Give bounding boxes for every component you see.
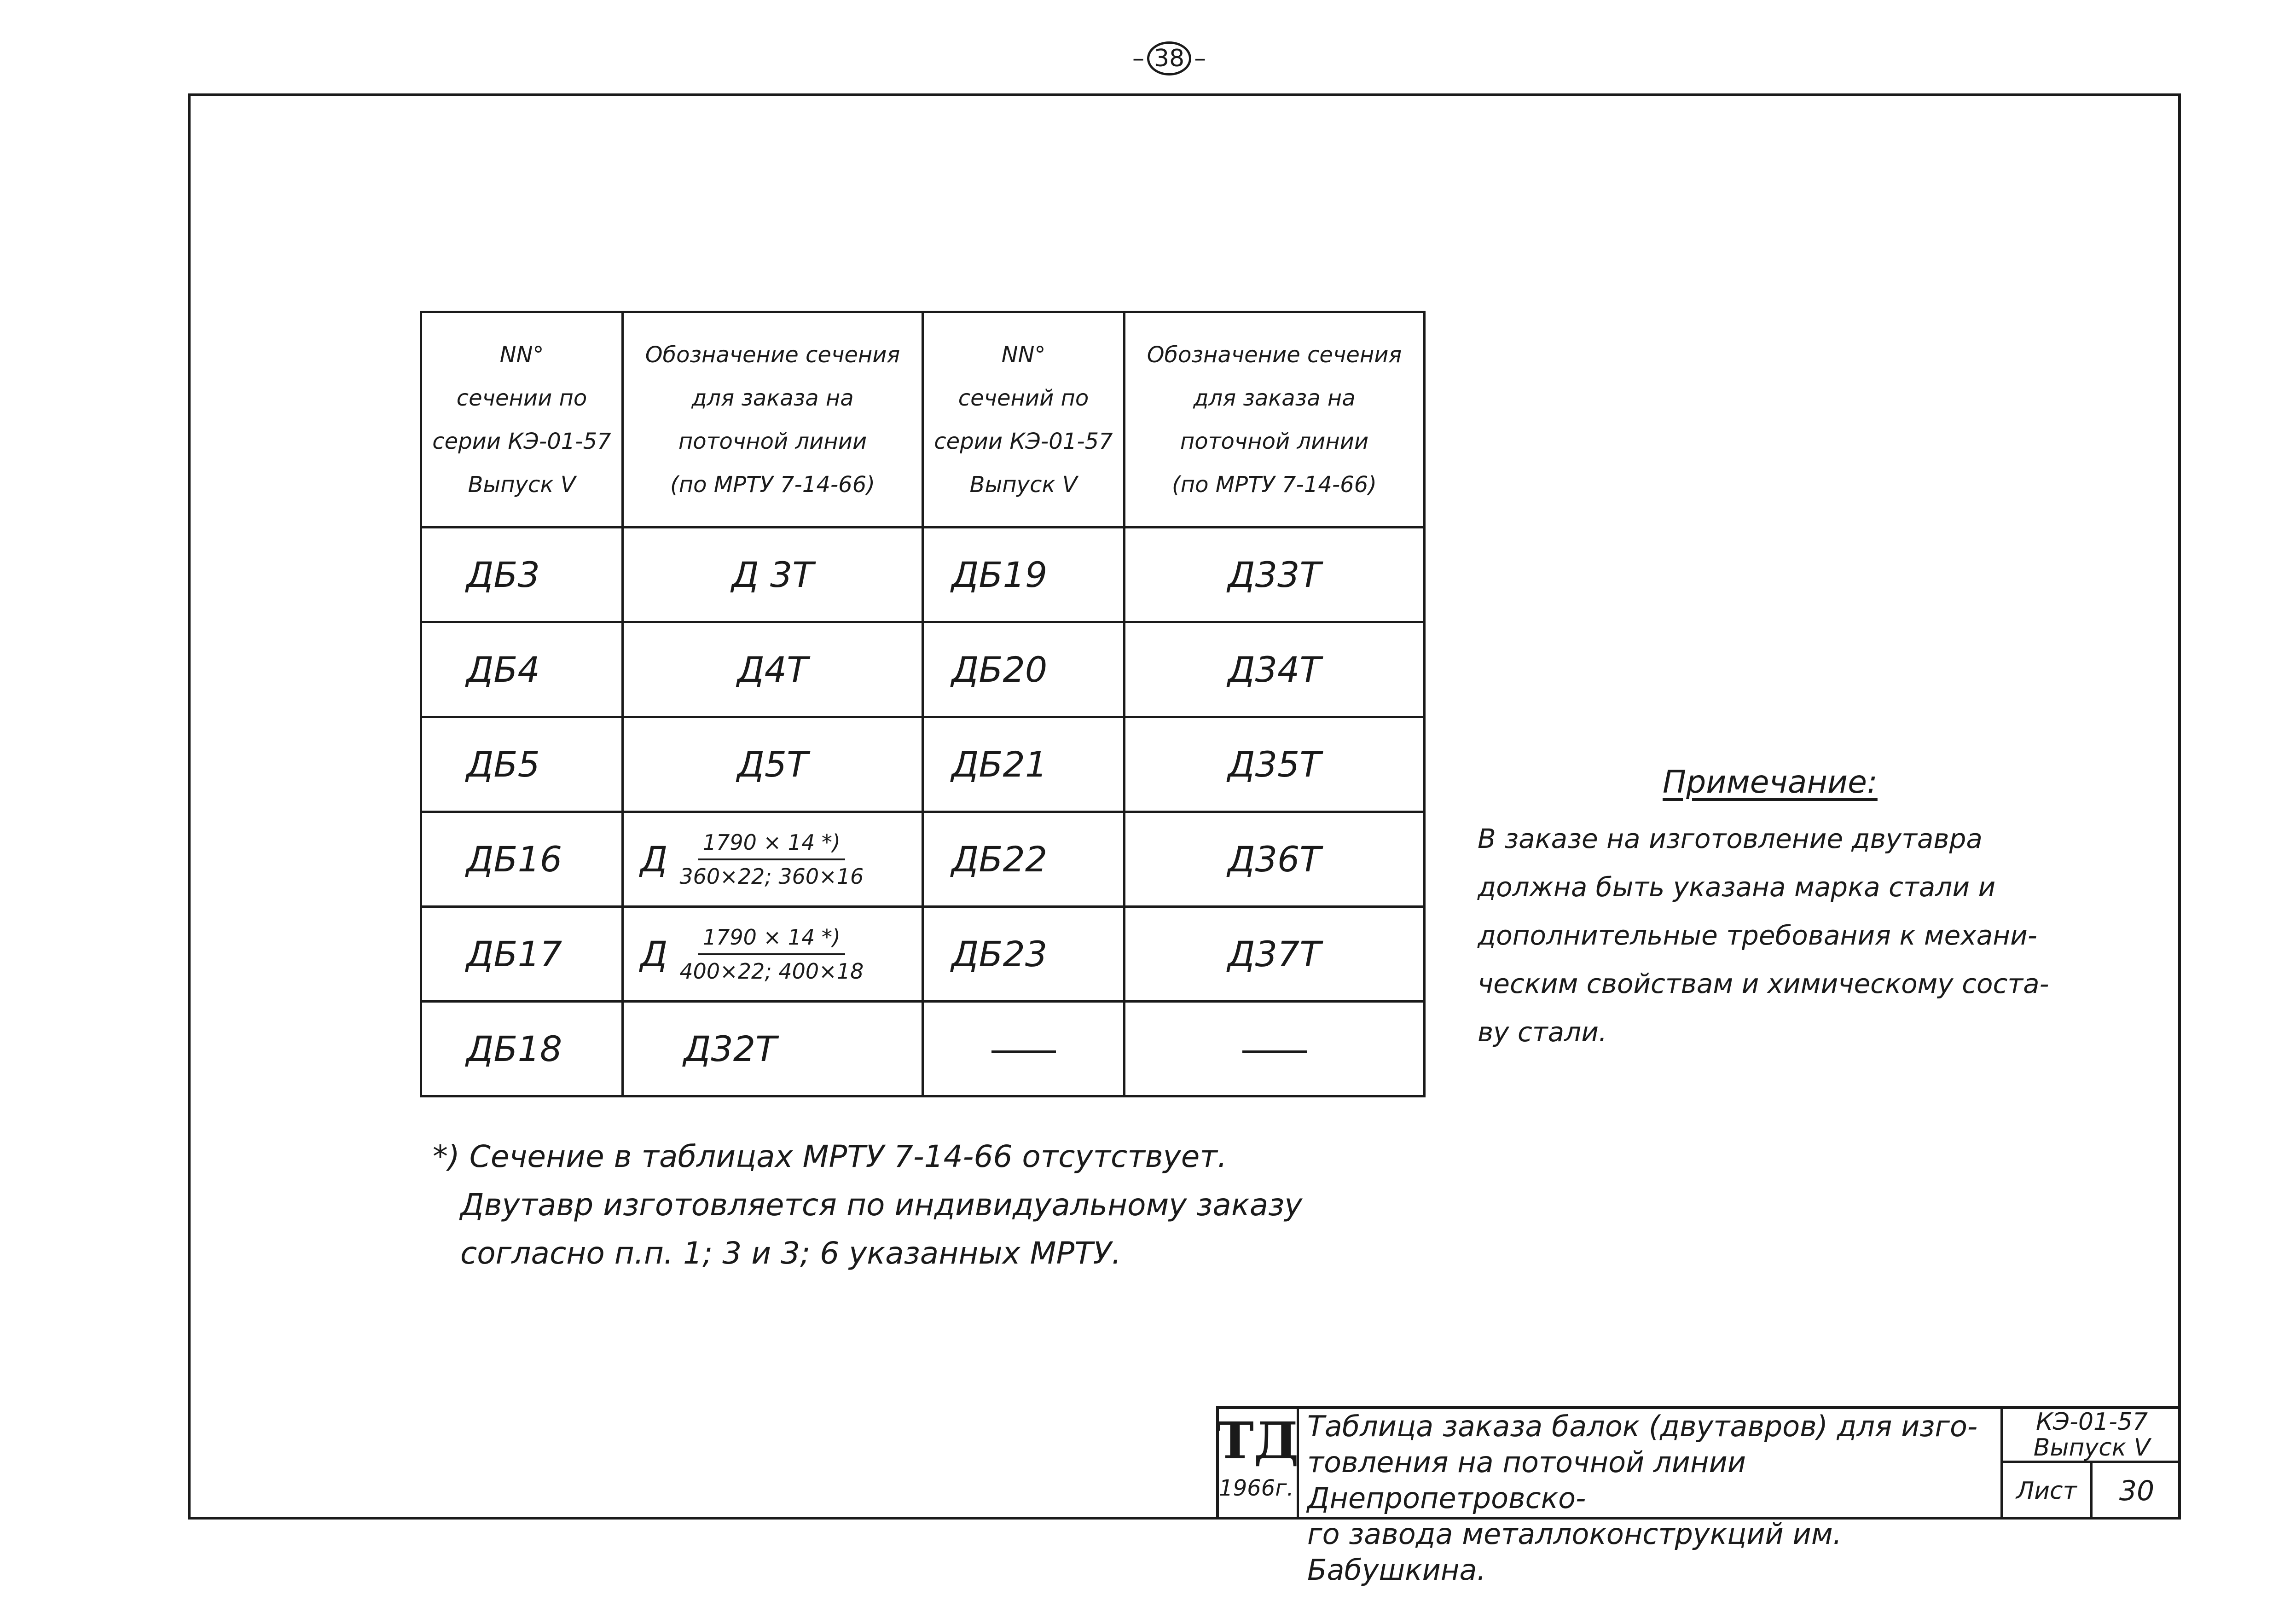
table-header-row <box>421 312 1425 528</box>
title-block-title <box>1307 1409 1998 1588</box>
fraction-denominator: 360×22; 360×16 <box>679 864 864 889</box>
sections-table <box>420 311 1426 1097</box>
footnote <box>433 1132 1302 1277</box>
fraction-prefix: Д <box>640 839 668 880</box>
stamp-year: 1966г. <box>1219 1475 1294 1501</box>
series-code: КЭ-01-57 <box>2035 1408 2148 1436</box>
table-cell-fraction <box>623 907 923 1002</box>
table-cell: ДБ4 <box>421 622 623 717</box>
note-body <box>1478 815 2049 1056</box>
header-cell: Обозначение сечения для заказа на поточной линии (по МРТУ 7-14-66) <box>623 312 923 528</box>
footnote-line: *) Сечение в таблицах МРТУ 7-14-66 отсутствует. <box>433 1139 1227 1174</box>
table-cell: ДБ18 <box>421 1002 623 1096</box>
stamp-logo: ТД <box>1216 1411 1299 1470</box>
table-cell: ДБ21 <box>923 717 1125 812</box>
table-cell: ДБ3 <box>421 528 623 622</box>
table-cell: ДБ16 <box>421 812 623 907</box>
stamp <box>1216 1406 1299 1520</box>
table-cell: Д 3Т <box>623 528 923 622</box>
fraction-numerator: 1790 × 14 *) <box>698 830 845 860</box>
header-cell: NN° сечении по серии КЭ-01-57 Выпуск V <box>421 312 623 528</box>
title-line: Таблица заказа балок (двутавров) для изго- <box>1307 1409 1978 1443</box>
table-cell: ДБ20 <box>923 622 1125 717</box>
table-cell: Д32Т <box>623 1002 923 1096</box>
note-line: ву стали. <box>1478 1016 1607 1048</box>
fraction-denominator: 400×22; 400×18 <box>679 958 864 984</box>
table-row <box>421 1002 1425 1096</box>
note-line: должна быть указана марка стали и <box>1478 871 1996 903</box>
table-cell: Д5Т <box>623 717 923 812</box>
table-cell-empty <box>1125 1002 1425 1096</box>
fraction-numerator: 1790 × 14 *) <box>698 925 845 955</box>
table-cell: Д33Т <box>1125 528 1425 622</box>
page-number: – 38 – <box>1132 41 1206 75</box>
sheet-label: Лист <box>2000 1463 2093 1520</box>
table-cell: ДБ22 <box>923 812 1125 907</box>
note-line: В заказе на изготовление двутавра <box>1478 823 1983 854</box>
note-line: ческим свойствам и химическому соста- <box>1478 968 2049 999</box>
title-block-code <box>2000 1406 2181 1463</box>
footnote-line: согласно п.п. 1; 3 и 3; 6 указанных МРТУ. <box>460 1235 1121 1271</box>
table-row <box>421 812 1425 907</box>
table-cell: Д34Т <box>1125 622 1425 717</box>
dash-mark <box>991 1050 1056 1053</box>
table-cell: Д36Т <box>1125 812 1425 907</box>
sheet-number: 30 <box>2119 1475 2155 1507</box>
table-row <box>421 622 1425 717</box>
table-cell: ДБ19 <box>923 528 1125 622</box>
table-row <box>421 907 1425 1002</box>
table-cell: ДБ23 <box>923 907 1125 1002</box>
table-cell: Д37Т <box>1125 907 1425 1002</box>
title-line: товления на поточной линии Днепропетровско- <box>1307 1445 1746 1515</box>
table-row <box>421 528 1425 622</box>
fraction-prefix: Д <box>640 934 668 974</box>
table-cell: ДБ17 <box>421 907 623 1002</box>
note-title: Примечание: <box>1663 764 1878 800</box>
table-cell-empty <box>923 1002 1125 1096</box>
table-row <box>421 717 1425 812</box>
issue-label: Выпуск V <box>2033 1434 2151 1462</box>
header-cell: NN° сечений по серии КЭ-01-57 Выпуск V <box>923 312 1125 528</box>
note-line: дополнительные требования к механи- <box>1478 920 2037 951</box>
table-cell: ДБ5 <box>421 717 623 812</box>
table-cell: Д4Т <box>623 622 923 717</box>
title-line: го завода металлоконструкций им. Бабушкина. <box>1307 1517 1842 1587</box>
table-cell-fraction <box>623 812 923 907</box>
table-cell: Д35Т <box>1125 717 1425 812</box>
dash-mark <box>1242 1050 1307 1053</box>
footnote-line: Двутавр изготовляется по индивидуальному заказу <box>460 1187 1303 1223</box>
header-cell: Обозначение сечения для заказа на поточной линии (по МРТУ 7-14-66) <box>1125 312 1425 528</box>
